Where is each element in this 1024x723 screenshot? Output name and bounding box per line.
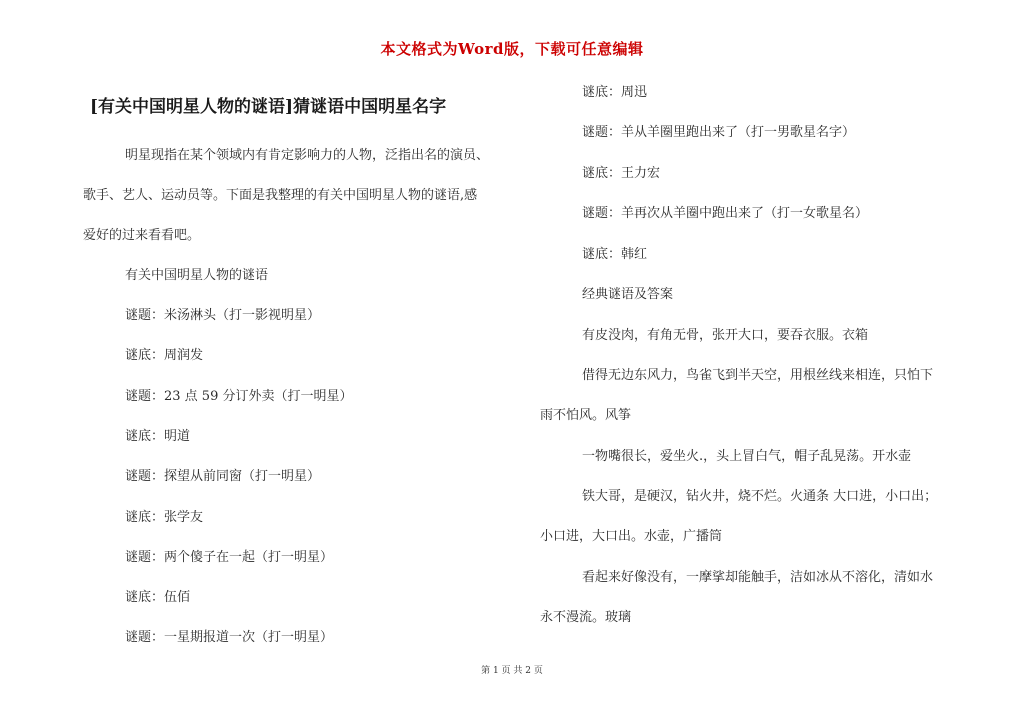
intro-paragraph-line-1: 明星现指在某个领域内有肯定影响力的人物，泛指出名的演员、 xyxy=(125,148,490,163)
classic-riddle: 有皮没肉，有角无骨，张开大口，要吞衣服。衣箱 xyxy=(582,328,869,343)
riddle-question: 谜题：23 点 59 分订外卖（打一明星） xyxy=(125,389,353,404)
intro-paragraph-line-3: 爱好的过来看看吧。 xyxy=(83,228,201,243)
riddle-question: 谜题：米汤淋头（打一影视明星） xyxy=(125,308,321,323)
intro-paragraph-line-2: 歌手、艺人、运动员等。下面是我整理的有关中国明星人物的谜语,感 xyxy=(83,188,478,203)
classic-riddle-line: 小口进，大口出。水壶，广播筒 xyxy=(540,529,723,544)
classic-riddle-line: 借得无边东风力，鸟雀飞到半天空，用根丝线来相连，只怕下 xyxy=(582,368,934,383)
classic-riddle-line: 铁大哥，是硬汉，钻火井，烧不烂。火通条 大口进，小口出； xyxy=(582,489,938,504)
riddle-answer: 谜底：明道 xyxy=(125,429,191,444)
riddle-question: 谜题：一星期报道一次（打一明星） xyxy=(125,630,334,645)
riddle-answer: 谜底：韩红 xyxy=(582,247,648,262)
riddle-answer: 谜底：伍佰 xyxy=(125,590,191,605)
riddle-question: 谜题：羊从羊圈里跑出来了（打一男歌星名字） xyxy=(582,125,856,140)
riddle-question: 谜题：羊再次从羊圈中跑出来了（打一女歌星名） xyxy=(582,206,869,221)
riddle-answer: 谜底：周润发 xyxy=(125,348,204,363)
riddle-answer: 谜底：王力宏 xyxy=(582,166,661,181)
section-heading: 有关中国明星人物的谜语 xyxy=(125,268,269,283)
riddle-answer: 谜底：张学友 xyxy=(125,510,204,525)
classic-riddle-line: 雨不怕风。风筝 xyxy=(540,408,632,423)
classic-riddles-heading: 经典谜语及答案 xyxy=(582,287,674,302)
riddle-answer: 谜底：周迅 xyxy=(582,85,648,100)
riddle-question: 谜题：探望从前同窗（打一明星） xyxy=(125,469,321,484)
page-number-footer: 第 1 页 共 2 页 xyxy=(481,666,543,676)
classic-riddle-line: 永不漫流。玻璃 xyxy=(540,610,632,625)
document-title: [有关中国明星人物的谜语]猜谜语中国明星名字 xyxy=(90,97,447,117)
classic-riddle: 一物嘴很长，爱坐火.，头上冒白气，帽子乱晃荡。开水壶 xyxy=(582,449,912,464)
riddle-question: 谜题：两个傻子在一起（打一明星） xyxy=(125,550,334,565)
word-format-banner: 本文格式为Word版，下载可任意编辑 xyxy=(380,40,644,58)
classic-riddle-line: 看起来好像没有，一摩挲却能触手，洁如冰从不溶化，清如水 xyxy=(582,570,934,585)
